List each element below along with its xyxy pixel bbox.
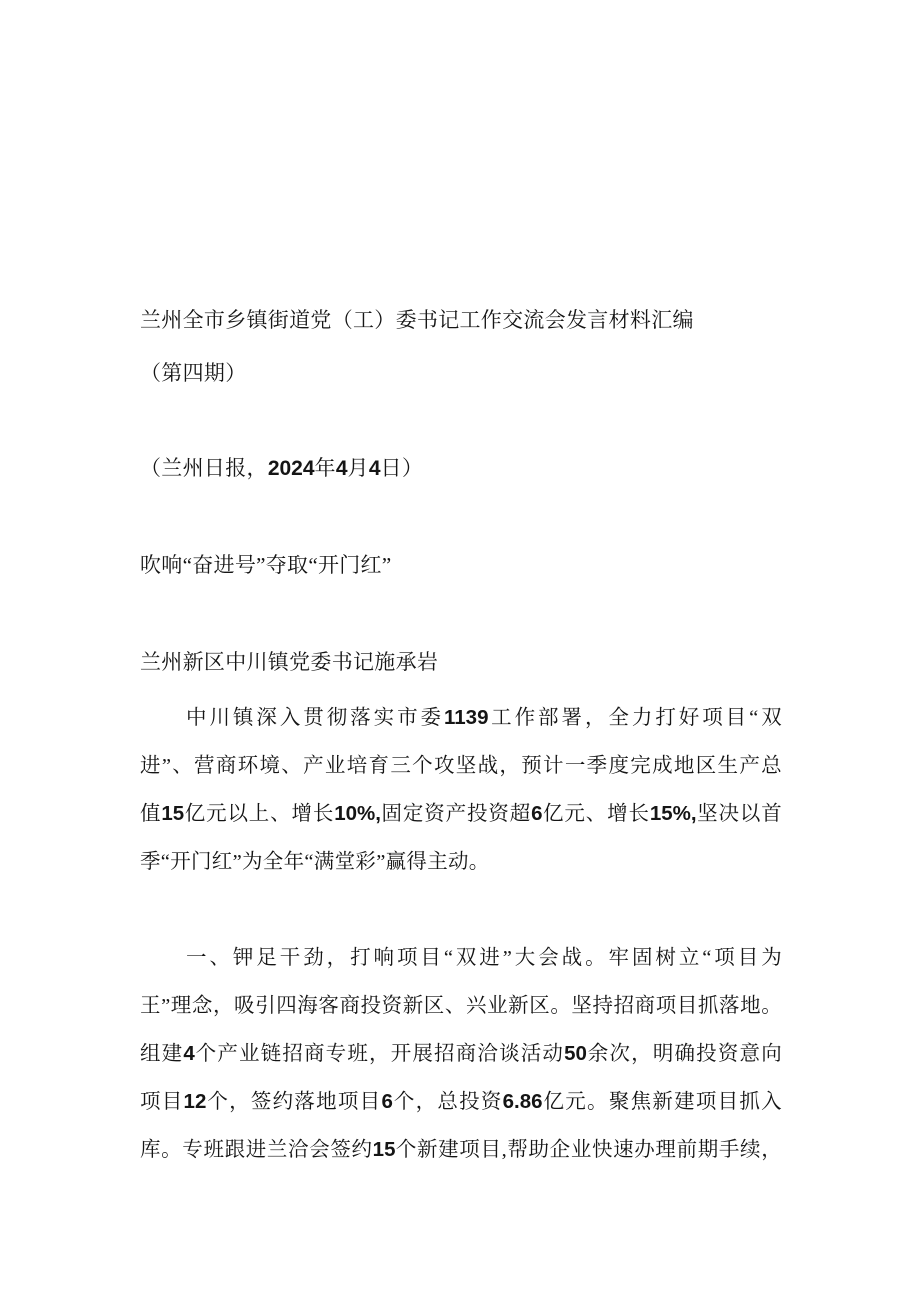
text-line: 库。专班跟进兰洽会签约15个新建项目,帮助企业快速办理前期手续， (140, 1138, 782, 1161)
text-line: 组建4个产业链招商专班，开展招商洽谈活动50余次，明确投资意向 (140, 1042, 782, 1065)
text-line: 一、钾足干劲，打响项目“双进”大会战。牢固树立“项目为 (186, 947, 782, 969)
document-title-line1: 兰州全市乡镇街道党（工）委书记工作交流会发言材料汇编 (140, 308, 694, 332)
text-line: 王”理念，吸引四海客商投资新区、兴业新区。坚持招商项目抓落地。 (140, 995, 782, 1017)
text-line: 中川镇深入贯彻落实市委1139工作部署，全力打好项目“双 (186, 706, 782, 729)
text-line: 进”、营商环境、产业培育三个攻坚战，预计一季度完成地区生产总 (140, 755, 782, 777)
article-subtitle: 吹响“奋进号”夺取“开门红” (140, 553, 392, 577)
text-line: 值15亿元以上、增长10%,固定资产投资超6亿元、增长15%,坚决以首 (140, 802, 782, 825)
text-line: 季“开门红”为全年“满堂彩”赢得主动。 (140, 851, 490, 873)
document-title-line2: （第四期） (140, 361, 247, 385)
text-line: 项目12个，签约落地项目6个，总投资6.86亿元。聚焦新建项目抓入 (140, 1090, 782, 1113)
source-citation-line: （兰州日报，2024年4月4日） (140, 456, 424, 480)
author-line: 兰州新区中川镇党委书记施承岩 (140, 650, 439, 674)
